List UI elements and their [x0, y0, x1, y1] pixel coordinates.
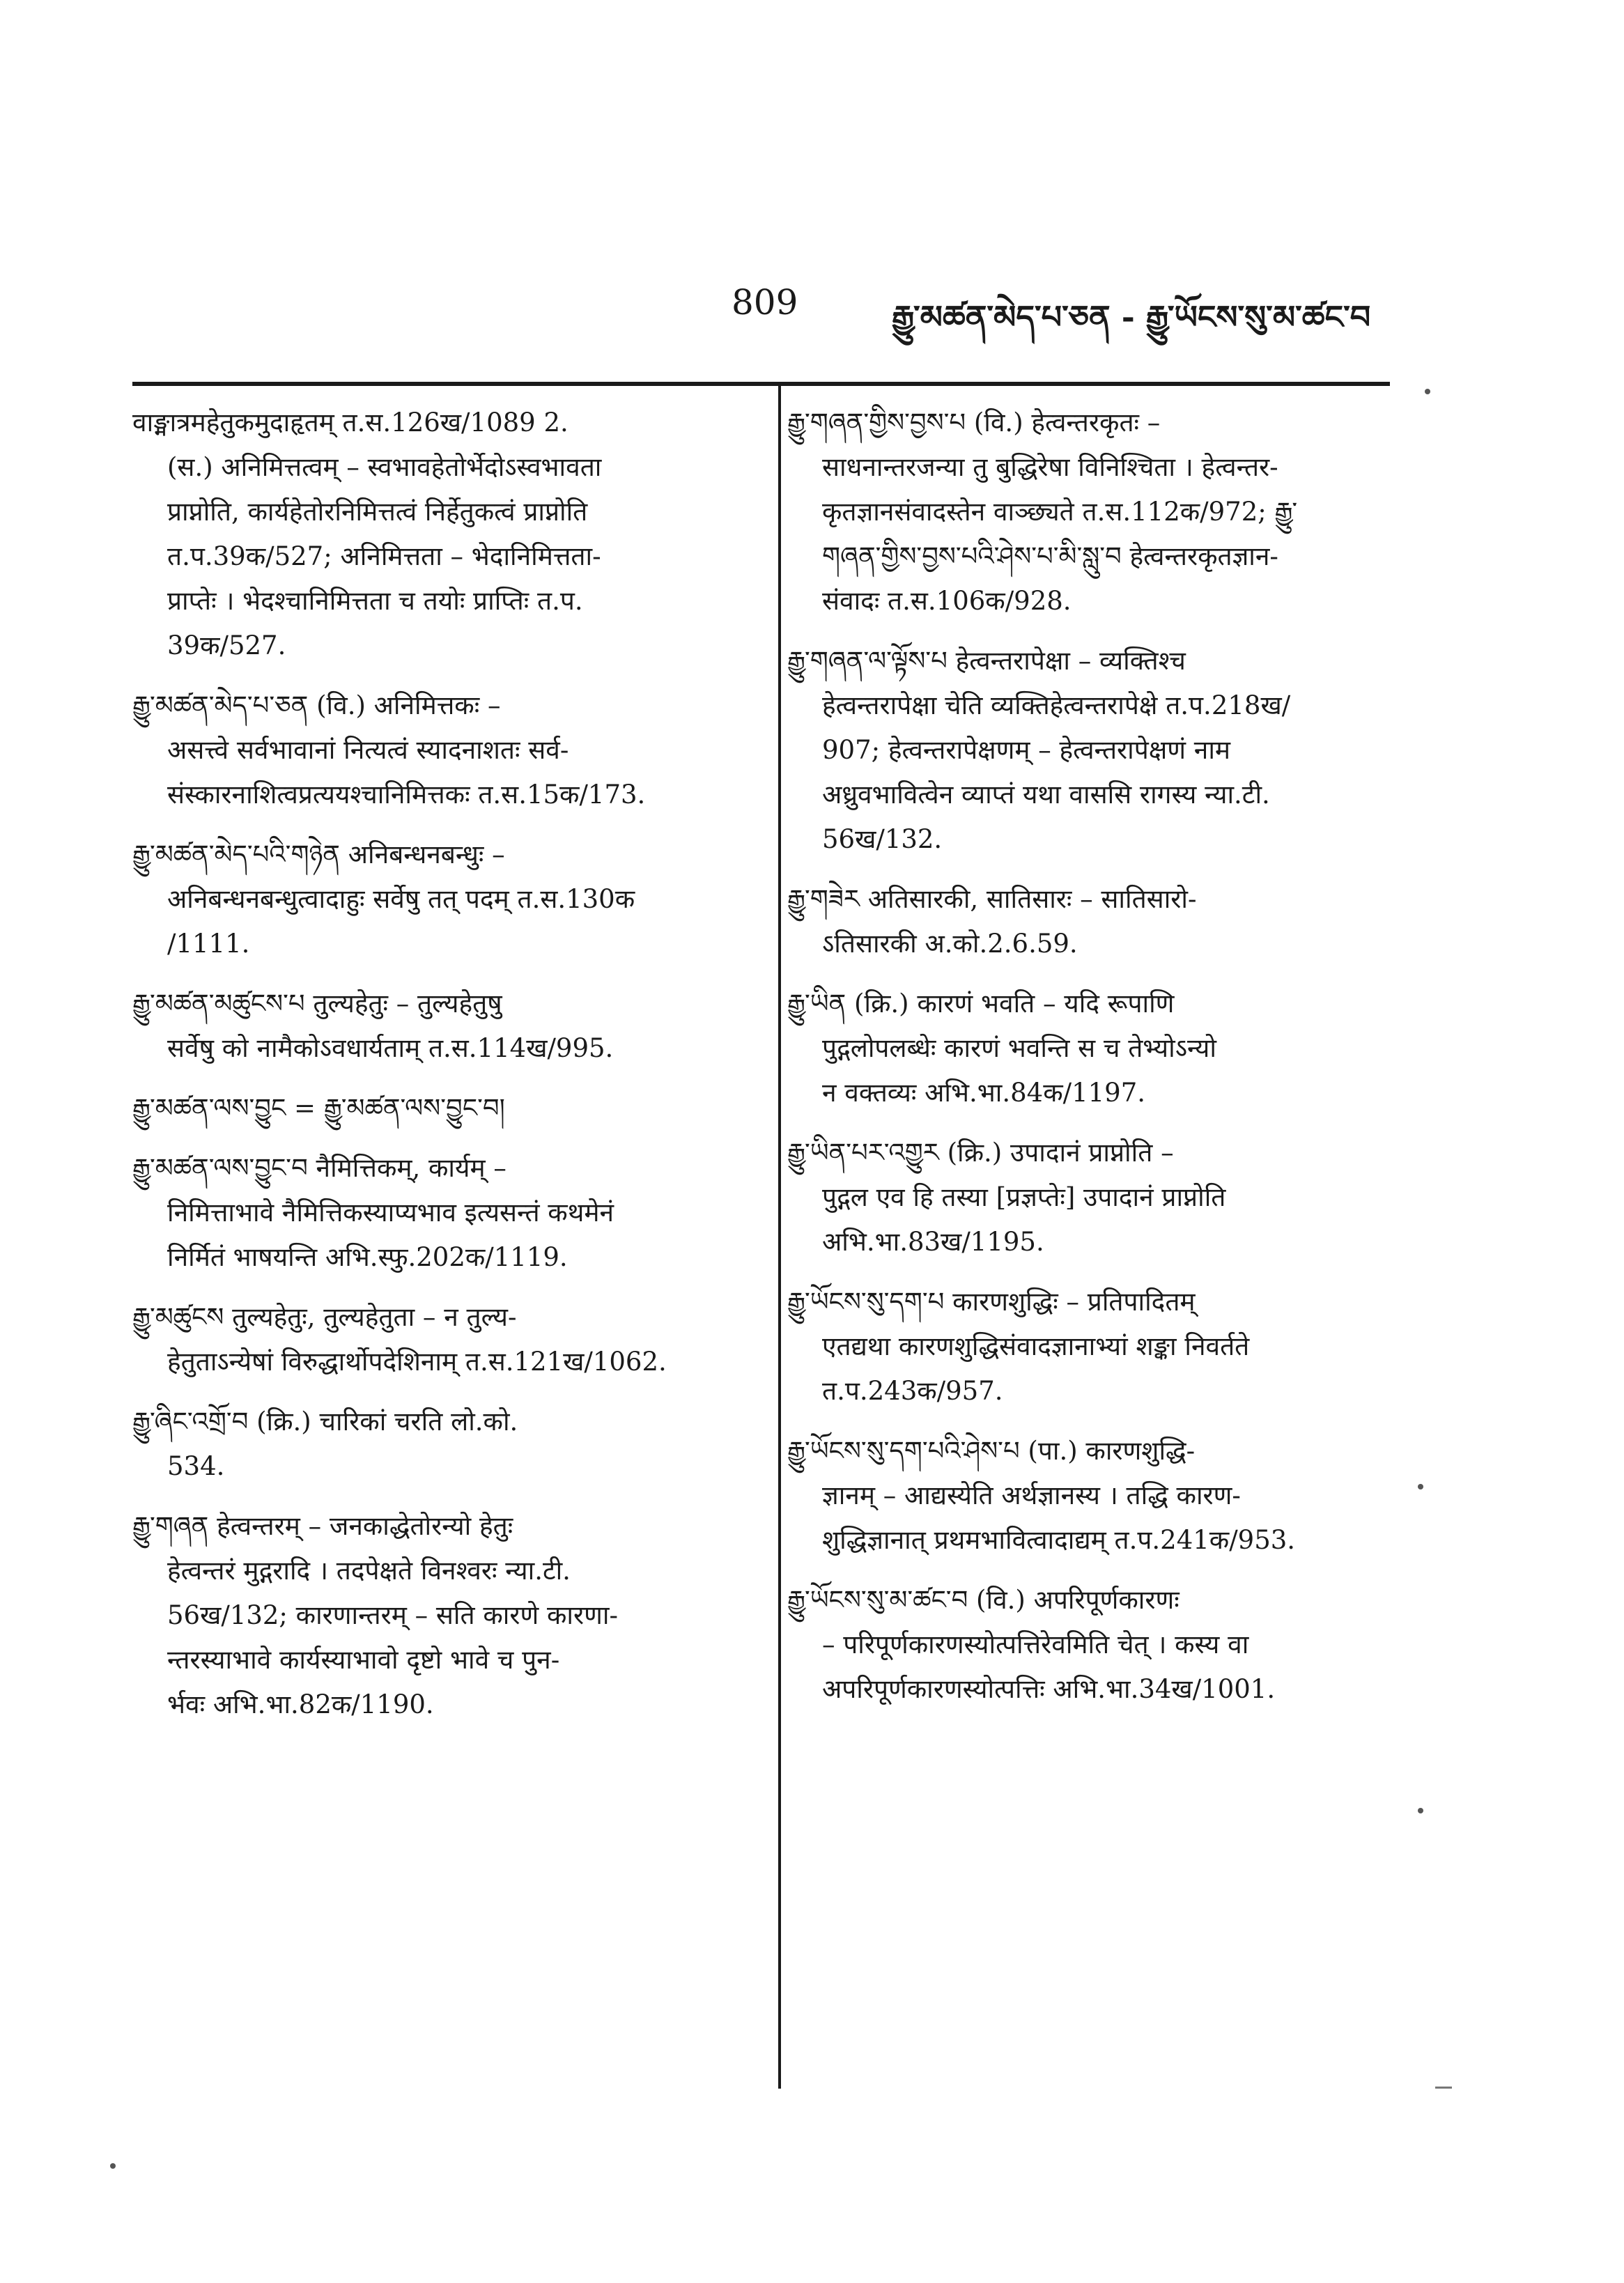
entry-text-line: 56ख/132; कारणान्तरम् – सति कारणे कारणा-	[167, 1600, 618, 1630]
dictionary-entry	[132, 982, 745, 1071]
entry-headword-line: རྒྱུ་མཚན་མེད་པའི་གཉེན अनिबन्धनबन्धुः –	[132, 839, 505, 869]
entry-text-line: र्भवः अभि.भा.82क/1190.	[167, 1689, 434, 1719]
entry-headword-line: རྒྱུ་གཞན हेत्वन्तरम् – जनकाद्धेतोरन्यो हेतुः	[132, 1511, 513, 1541]
entry-headword-line: རྒྱུ་མཚན་ལས་བྱུང = རྒྱུ་མཚན་ལས་བྱུང་བ།	[132, 1093, 505, 1123]
dictionary-entry	[787, 639, 1400, 862]
stray-mark	[1425, 389, 1430, 394]
entry-text-line: प्राप्नोति, कार्यहेतोरनिमित्तत्वं निर्हेतुकत्वं प्राप्नोति	[167, 497, 588, 527]
dictionary-entry	[787, 1429, 1400, 1563]
entry-text-line: अध्रुवभावित्वेन व्याप्तं यथा वाससि रागस्य न्या.टी.	[822, 780, 1270, 810]
entry-text-line: अपरिपूर्णकारणस्योत्पत्तिः अभि.भा.34ख/1001.	[822, 1674, 1276, 1704]
entry-text-line: 39क/527.	[167, 630, 286, 660]
entry-headword-line: རྒྱུ་ཡོངས་སུ་དག་པ कारणशुद्धिः – प्रतिपादितम्	[787, 1287, 1196, 1317]
entry-text-line: पुद्गल एव हि तस्या [प्रज्ञप्तेः] उपादानं प्राप्नोति	[822, 1182, 1226, 1212]
entry-text-line: संस्कारनाशित्वप्रत्ययश्चानिमित्तकः त.स.15क/173.	[167, 780, 646, 810]
entry-headword-line: རྒྱུ་མཚུངས तुल्यहेतुः, तुल्यहेतुता – न तुल्य-	[132, 1302, 517, 1332]
entry-text-line: /1111.	[167, 929, 250, 959]
top-rule	[132, 382, 1390, 386]
entry-text-line: अभि.भा.83ख/1195.	[822, 1227, 1044, 1257]
column-divider	[778, 382, 781, 2089]
entry-text-line: एतद्यथा कारणशुद्धिसंवादज्ञानाभ्यां शङ्का निवर्तते	[822, 1331, 1250, 1361]
entry-headword-line: རྒྱུ་ཞིང་འགྲོ་བ (क्रि.) चारिकां चरति लो.को.	[132, 1407, 518, 1437]
dictionary-entry	[132, 833, 745, 966]
entry-headword-line: རྒྱུ་མཚན་མེད་པ་ཅན (वि.) अनिमित्तकः –	[132, 690, 501, 720]
page-number: 809	[732, 282, 798, 323]
entry-text-line: संवादः त.स.106क/928.	[822, 586, 1072, 616]
entry-text-line: प्राप्तेः । भेदश्चानिमित्तता च तयोः प्राप्तिः त.प.	[167, 586, 583, 616]
entry-text-line: ज्ञानम् – आद्यस्येति अर्थज्ञानस्य । तद्धि कारण-	[822, 1480, 1241, 1510]
entry-text-line: पुद्गलोपलब्धेः कारणं भवन्ति स च तेभ्योऽन्यो	[822, 1033, 1216, 1063]
entry-text-line: 534.	[167, 1451, 225, 1481]
entry-headword-line: वाङ्मात्रमहेतुकमुदाहृतम् त.स.126ख/1089 2.	[132, 408, 569, 438]
entry-text-line: निर्मितं भाषयन्ति अभि.स्फु.202क/1119.	[167, 1242, 568, 1272]
entry-text-line: 56ख/132.	[822, 824, 943, 854]
dash-mark	[1435, 2087, 1452, 2089]
entry-text-line: न्तरस्याभावे कार्यस्याभावो दृष्टो भावे च पुन-	[167, 1645, 560, 1675]
entry-text-line: हेत्वन्तरं मुद्गरादि । तदपेक्षते विनश्वरः न्या.टी.	[167, 1556, 571, 1586]
entry-text-line: सर्वेषु को नामैकोऽवधार्यताम् त.स.114ख/995.	[167, 1033, 614, 1063]
dictionary-entry	[132, 1295, 745, 1384]
entry-text-line: हेत्वन्तरापेक्षा चेति व्यक्तिहेत्वन्तरापेक्षे त.प.218ख/	[822, 690, 1291, 720]
entry-headword-line: རྒྱུ་ཡིན་པར་འགྱུར (क्रि.) उपादानं प्राप्नोति –	[787, 1138, 1174, 1168]
stray-mark	[110, 2163, 116, 2169]
entry-text-line: ऽतिसारकी अ.को.2.6.59.	[822, 929, 1078, 959]
entry-text-line: साधनान्तरजन्या तु बुद्धिरेषा विनिश्चिता । हेत्वन्तर-	[822, 452, 1278, 482]
dictionary-entry	[787, 982, 1400, 1115]
entry-text-line: – परिपूर्णकारणस्योत्पत्तिरेवमिति चेत् । कस्य वा	[822, 1630, 1249, 1659]
entry-text-line: त.प.39क/527; अनिमित्तता – भेदानिमित्तता-	[167, 541, 601, 571]
right-column	[787, 401, 1400, 1727]
entry-headword-line: རྒྱུ་གཟེར अतिसारकी, सातिसारः – सातिसारो-	[787, 884, 1197, 914]
entry-headword-line: རྒྱུ་གཞན་གྱིས་བྱས་པ (वि.) हेत्वन्तरकृतः –	[787, 408, 1161, 438]
entry-headword-line: རྒྱུ་གཞན་ལ་ལྟོས་པ हेत्वन्तरापेक्षा – व्यक्तिश्च	[787, 646, 1186, 676]
entry-text-line: शुद्धिज्ञानात् प्रथमभावित्वादाद्यम् त.प.241क/953.	[822, 1525, 1296, 1555]
dictionary-entry	[132, 683, 745, 817]
entry-headword-line: རྒྱུ་ཡོངས་སུ་མ་ཚང་བ (वि.) अपरिपूर्णकारणः	[787, 1585, 1180, 1615]
dictionary-entry	[132, 1086, 745, 1131]
entry-text-line: न वक्तव्यः अभि.भा.84क/1197.	[822, 1078, 1146, 1108]
entry-headword-line: རྒྱུ་མཚན་མཚུངས་པ तुल्यहेतुः – तुल्यहेतुषु	[132, 989, 502, 1019]
entry-text-line: གཞན་གྱིས་བྱས་པའི་ཤེས་པ་མི་སླུ་བ हेत्वन्तरकृतज्ञान-	[822, 541, 1278, 571]
dictionary-entry	[787, 401, 1400, 624]
running-head: རྒྱུ་མཚན་མེད་པ་ཅན - རྒྱུ་ཡོངས་སུ་མ་ཚང་བ	[892, 298, 1371, 336]
stray-mark	[1418, 1808, 1423, 1813]
entry-headword-line: རྒྱུ་ཡོངས་སུ་དག་པའི་ཤེས་པ (पा.) कारणशुद्धि-	[787, 1436, 1196, 1466]
entry-text-line: निमित्ताभावे नैमित्तिकस्याप्यभाव इत्यसन्तं कथमेनं	[167, 1198, 614, 1228]
entry-headword-line: རྒྱུ་ཡིན (क्रि.) कारणं भवति – यदि रूपाणि	[787, 989, 1175, 1019]
entry-text-line: त.प.243क/957.	[822, 1376, 1003, 1406]
entry-text-line: (स.) अनिमित्तत्वम् – स्वभावहेतोर्भेदोऽस्वभावता	[167, 452, 602, 482]
dictionary-entry	[787, 1578, 1400, 1712]
entry-text-line: अनिबन्धनबन्धुत्वादाहुः सर्वेषु तत् पदम् त.स.130क	[167, 884, 635, 914]
stray-mark	[1418, 1484, 1423, 1489]
dictionary-entry	[132, 401, 745, 668]
entry-text-line: हेतुताऽन्येषां विरुद्धार्थोपदेशिनाम् त.स.121ख/1062.	[167, 1347, 667, 1377]
dictionary-entry	[787, 877, 1400, 966]
dictionary-entry	[787, 1280, 1400, 1414]
dictionary-entry	[132, 1504, 745, 1727]
left-column	[132, 401, 745, 1742]
dictionary-entry	[132, 1146, 745, 1280]
dictionary-entry	[132, 1400, 745, 1489]
dictionary-entry	[787, 1131, 1400, 1264]
entry-text-line: 907; हेत्वन्तरापेक्षणम् – हेत्वन्तरापेक्षणं नाम	[822, 735, 1231, 765]
entry-text-line: कृतज्ञानसंवादस्तेन वाञ्छ्यते त.स.112क/972; རྒྱུ་	[822, 497, 1298, 527]
entry-headword-line: རྒྱུ་མཚན་ལས་བྱུང་བ नैमित्तिकम्, कार्यम् –	[132, 1153, 506, 1183]
entry-text-line: असत्त्वे सर्वभावानां नित्यत्वं स्यादनाशतः सर्व-	[167, 735, 569, 765]
